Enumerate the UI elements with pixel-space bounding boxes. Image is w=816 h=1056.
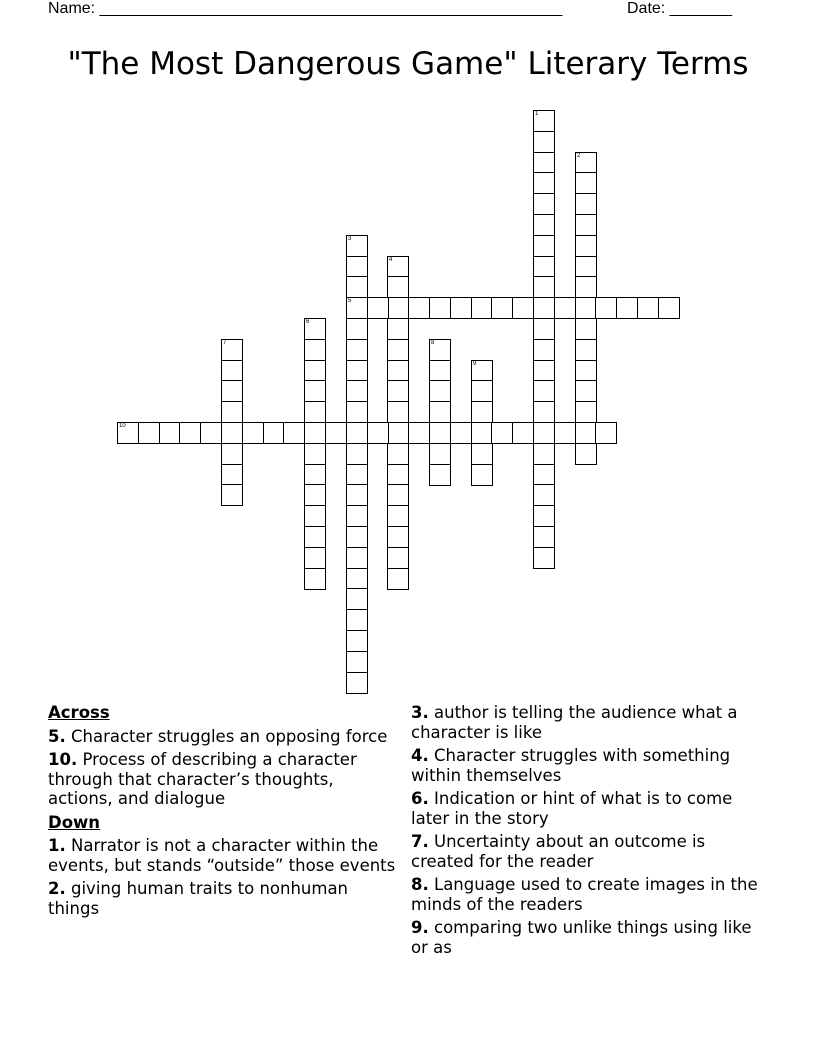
cell-number: 8 (431, 340, 435, 346)
crossword-cell[interactable] (471, 443, 493, 465)
crossword-cell[interactable] (346, 339, 368, 361)
crossword-cell[interactable] (595, 297, 617, 319)
clues-right-column (411, 703, 761, 961)
crossword-cell[interactable] (429, 401, 451, 423)
crossword-cell[interactable] (387, 484, 409, 506)
clue-number: 10. (48, 750, 78, 769)
clue-text: Character struggles with something within themselves (411, 746, 731, 785)
crossword-cell[interactable] (221, 360, 243, 382)
crossword-cell[interactable] (512, 422, 534, 444)
crossword-cell[interactable] (387, 318, 409, 340)
crossword-cell[interactable] (346, 443, 368, 465)
crossword-cell[interactable] (346, 484, 368, 506)
crossword-cell[interactable] (346, 235, 368, 257)
crossword-cell[interactable] (304, 464, 326, 486)
crossword-cell[interactable] (575, 276, 597, 298)
crossword-cell[interactable] (575, 193, 597, 215)
crossword-cell[interactable] (304, 318, 326, 340)
crossword-cell[interactable] (346, 464, 368, 486)
crossword-cell[interactable] (325, 422, 347, 444)
clue-text: Language used to create images in the minds of the readers (411, 875, 758, 914)
crossword-cell[interactable] (575, 214, 597, 236)
crossword-cell[interactable] (471, 422, 493, 444)
crossword-cell[interactable] (575, 172, 597, 194)
crossword-cell[interactable] (533, 318, 555, 340)
crossword-cell[interactable] (575, 380, 597, 402)
crossword-cell[interactable] (450, 297, 472, 319)
crossword-cell[interactable] (429, 380, 451, 402)
crossword-cell[interactable] (221, 380, 243, 402)
crossword-cell[interactable] (387, 422, 409, 444)
crossword-cell[interactable] (346, 568, 368, 590)
crossword-cell[interactable] (304, 505, 326, 527)
crossword-cell[interactable] (533, 401, 555, 423)
crossword-cell[interactable] (283, 422, 305, 444)
crossword-cell[interactable] (575, 297, 597, 319)
clue-number: 8. (411, 875, 429, 894)
crossword-cell[interactable] (575, 339, 597, 361)
crossword-cell[interactable] (575, 360, 597, 382)
crossword-cell[interactable] (304, 380, 326, 402)
clue-text: comparing two unlike things using like or as (411, 918, 752, 957)
crossword-cell[interactable] (533, 505, 555, 527)
crossword-cell[interactable] (387, 339, 409, 361)
crossword-cell[interactable] (533, 235, 555, 257)
crossword-cell[interactable] (616, 297, 638, 319)
crossword-cell[interactable] (533, 110, 555, 132)
crossword-cell[interactable] (533, 172, 555, 194)
crossword-cell[interactable] (533, 380, 555, 402)
clues-left-column (48, 703, 398, 922)
crossword-cell[interactable] (387, 276, 409, 298)
crossword-cell[interactable] (471, 360, 493, 382)
crossword-cell[interactable] (533, 547, 555, 569)
clue-down-8 (411, 875, 761, 914)
clue-down-7 (411, 832, 761, 871)
crossword-cell[interactable] (221, 339, 243, 361)
crossword-cell[interactable] (346, 297, 368, 319)
crossword-cell[interactable] (117, 422, 139, 444)
crossword-cell[interactable] (221, 484, 243, 506)
crossword-cell[interactable] (346, 547, 368, 569)
crossword-cell[interactable] (304, 484, 326, 506)
crossword-cell[interactable] (575, 256, 597, 278)
crossword-cell[interactable] (200, 422, 222, 444)
crossword-cell[interactable] (533, 214, 555, 236)
crossword-cell[interactable] (304, 360, 326, 382)
cell-number: 2 (577, 153, 581, 159)
clue-text: Narrator is not a character within the events, but stands “outside” those events (48, 836, 396, 875)
crossword-cell[interactable] (512, 297, 534, 319)
crossword-cell[interactable] (429, 443, 451, 465)
clue-down-9 (411, 918, 761, 957)
crossword-cell[interactable] (387, 568, 409, 590)
crossword-cell[interactable] (387, 443, 409, 465)
crossword-cell[interactable] (575, 401, 597, 423)
crossword-cell[interactable] (387, 401, 409, 423)
crossword-cell[interactable] (346, 422, 368, 444)
clue-down-1 (48, 836, 398, 875)
crossword-cell[interactable] (221, 401, 243, 423)
clue-number: 9. (411, 918, 429, 937)
clue-across-5 (48, 727, 398, 747)
cell-number: 9 (473, 361, 477, 367)
cell-number: 10 (119, 423, 126, 429)
crossword-cell[interactable] (408, 297, 430, 319)
crossword-cell[interactable] (304, 443, 326, 465)
clue-number: 5. (48, 726, 66, 746)
cell-number: 4 (389, 257, 393, 263)
clue-text: Process of describing a character through that character’s thoughts, actions, and dialogue (48, 750, 357, 808)
crossword-cell[interactable] (533, 464, 555, 486)
crossword-cell[interactable] (533, 360, 555, 382)
crossword-cell[interactable] (471, 464, 493, 486)
crossword-cell[interactable] (387, 526, 409, 548)
cell-number: 3 (348, 236, 352, 242)
crossword-cell[interactable] (575, 152, 597, 174)
crossword-cell[interactable] (575, 422, 597, 444)
crossword-cell[interactable] (346, 630, 368, 652)
crossword-cell[interactable] (533, 422, 555, 444)
across-heading: Across (48, 703, 110, 722)
crossword-cell[interactable] (221, 464, 243, 486)
crossword-cell[interactable] (554, 422, 576, 444)
cell-number: 1 (535, 111, 539, 117)
crossword-cell[interactable] (533, 484, 555, 506)
crossword-cell[interactable] (346, 276, 368, 298)
crossword-cell[interactable] (346, 588, 368, 610)
crossword-cell[interactable] (533, 256, 555, 278)
crossword-cell[interactable] (346, 672, 368, 694)
crossword-cell[interactable] (637, 297, 659, 319)
crossword-cell[interactable] (304, 401, 326, 423)
cell-number: 5 (348, 298, 352, 304)
crossword-cell[interactable] (346, 380, 368, 402)
crossword-cell[interactable] (533, 297, 555, 319)
crossword-cell[interactable] (242, 422, 264, 444)
crossword-cell[interactable] (346, 256, 368, 278)
crossword-cell[interactable] (304, 526, 326, 548)
clue-number: 2. (48, 879, 66, 898)
crossword-cell[interactable] (491, 297, 513, 319)
date-field-label: Date: _______ (627, 0, 732, 17)
crossword-cell[interactable] (408, 422, 430, 444)
crossword-cell[interactable] (304, 422, 326, 444)
clue-number: 4. (411, 746, 429, 765)
crossword-cell[interactable] (471, 380, 493, 402)
crossword-cell[interactable] (387, 505, 409, 527)
crossword-cell[interactable] (429, 422, 451, 444)
crossword-cell[interactable] (346, 526, 368, 548)
clue-text: Character struggles an opposing force (71, 726, 388, 746)
crossword-cell[interactable] (179, 422, 201, 444)
crossword-cell[interactable] (221, 422, 243, 444)
crossword-cell[interactable] (387, 380, 409, 402)
crossword-cell[interactable] (450, 422, 472, 444)
page-title: "The Most Dangerous Game" Literary Terms (67, 46, 749, 82)
name-field-label: Name: ____________________________________________________ (48, 0, 563, 17)
crossword-cell[interactable] (533, 131, 555, 153)
crossword-cell[interactable] (491, 422, 513, 444)
crossword-cell[interactable] (221, 443, 243, 465)
clue-text: author is telling the audience what a character is like (411, 703, 738, 742)
clue-number: 1. (48, 836, 66, 855)
crossword-cell[interactable] (471, 297, 493, 319)
crossword-cell[interactable] (533, 193, 555, 215)
clue-down-3 (411, 703, 761, 742)
clue-text: giving human traits to nonhuman things (48, 879, 349, 918)
clue-number: 3. (411, 703, 429, 722)
clue-down-2 (48, 879, 398, 918)
header (48, 0, 748, 22)
clue-across-10 (48, 750, 398, 809)
crossword-cell[interactable] (429, 360, 451, 382)
crossword-cell[interactable] (533, 339, 555, 361)
crossword-cell[interactable] (575, 318, 597, 340)
crossword-cell[interactable] (429, 297, 451, 319)
crossword-cell[interactable] (387, 464, 409, 486)
crossword-cell[interactable] (387, 256, 409, 278)
crossword-cell[interactable] (533, 526, 555, 548)
clue-text: Indication or hint of what is to come later in the story (411, 789, 733, 828)
crossword-cell[interactable] (387, 297, 409, 319)
crossword-cell[interactable] (471, 401, 493, 423)
crossword-cell[interactable] (159, 422, 181, 444)
clue-number: 7. (411, 832, 429, 851)
crossword-cell[interactable] (658, 297, 680, 319)
crossword-cell[interactable] (533, 152, 555, 174)
crossword-cell[interactable] (346, 651, 368, 673)
cell-number: 7 (223, 340, 227, 346)
cell-number: 6 (306, 319, 310, 325)
crossword-cell[interactable] (346, 505, 368, 527)
crossword-cell[interactable] (263, 422, 285, 444)
crossword-cell[interactable] (304, 339, 326, 361)
crossword-cell[interactable] (533, 276, 555, 298)
clue-text: Uncertainty about an outcome is created for the reader (411, 832, 706, 871)
crossword-cell[interactable] (554, 297, 576, 319)
crossword-cell[interactable] (367, 422, 389, 444)
crossword-cell[interactable] (346, 401, 368, 423)
clue-down-4 (411, 746, 761, 785)
crossword-cell[interactable] (138, 422, 160, 444)
crossword-cell[interactable] (429, 464, 451, 486)
crossword-cell[interactable] (304, 547, 326, 569)
down-heading: Down (48, 812, 101, 832)
clue-down-6 (411, 789, 761, 828)
crossword-cell[interactable] (346, 609, 368, 631)
crossword-cell[interactable] (387, 360, 409, 382)
crossword-cell[interactable] (575, 235, 597, 257)
crossword-cell[interactable] (346, 360, 368, 382)
crossword-cell[interactable] (387, 547, 409, 569)
crossword-cell[interactable] (367, 297, 389, 319)
clue-number: 6. (411, 789, 429, 808)
crossword-cell[interactable] (304, 568, 326, 590)
crossword-cell[interactable] (533, 443, 555, 465)
crossword-cell[interactable] (346, 318, 368, 340)
crossword-cell[interactable] (595, 422, 617, 444)
crossword-cell[interactable] (429, 339, 451, 361)
crossword-cell[interactable] (575, 443, 597, 465)
